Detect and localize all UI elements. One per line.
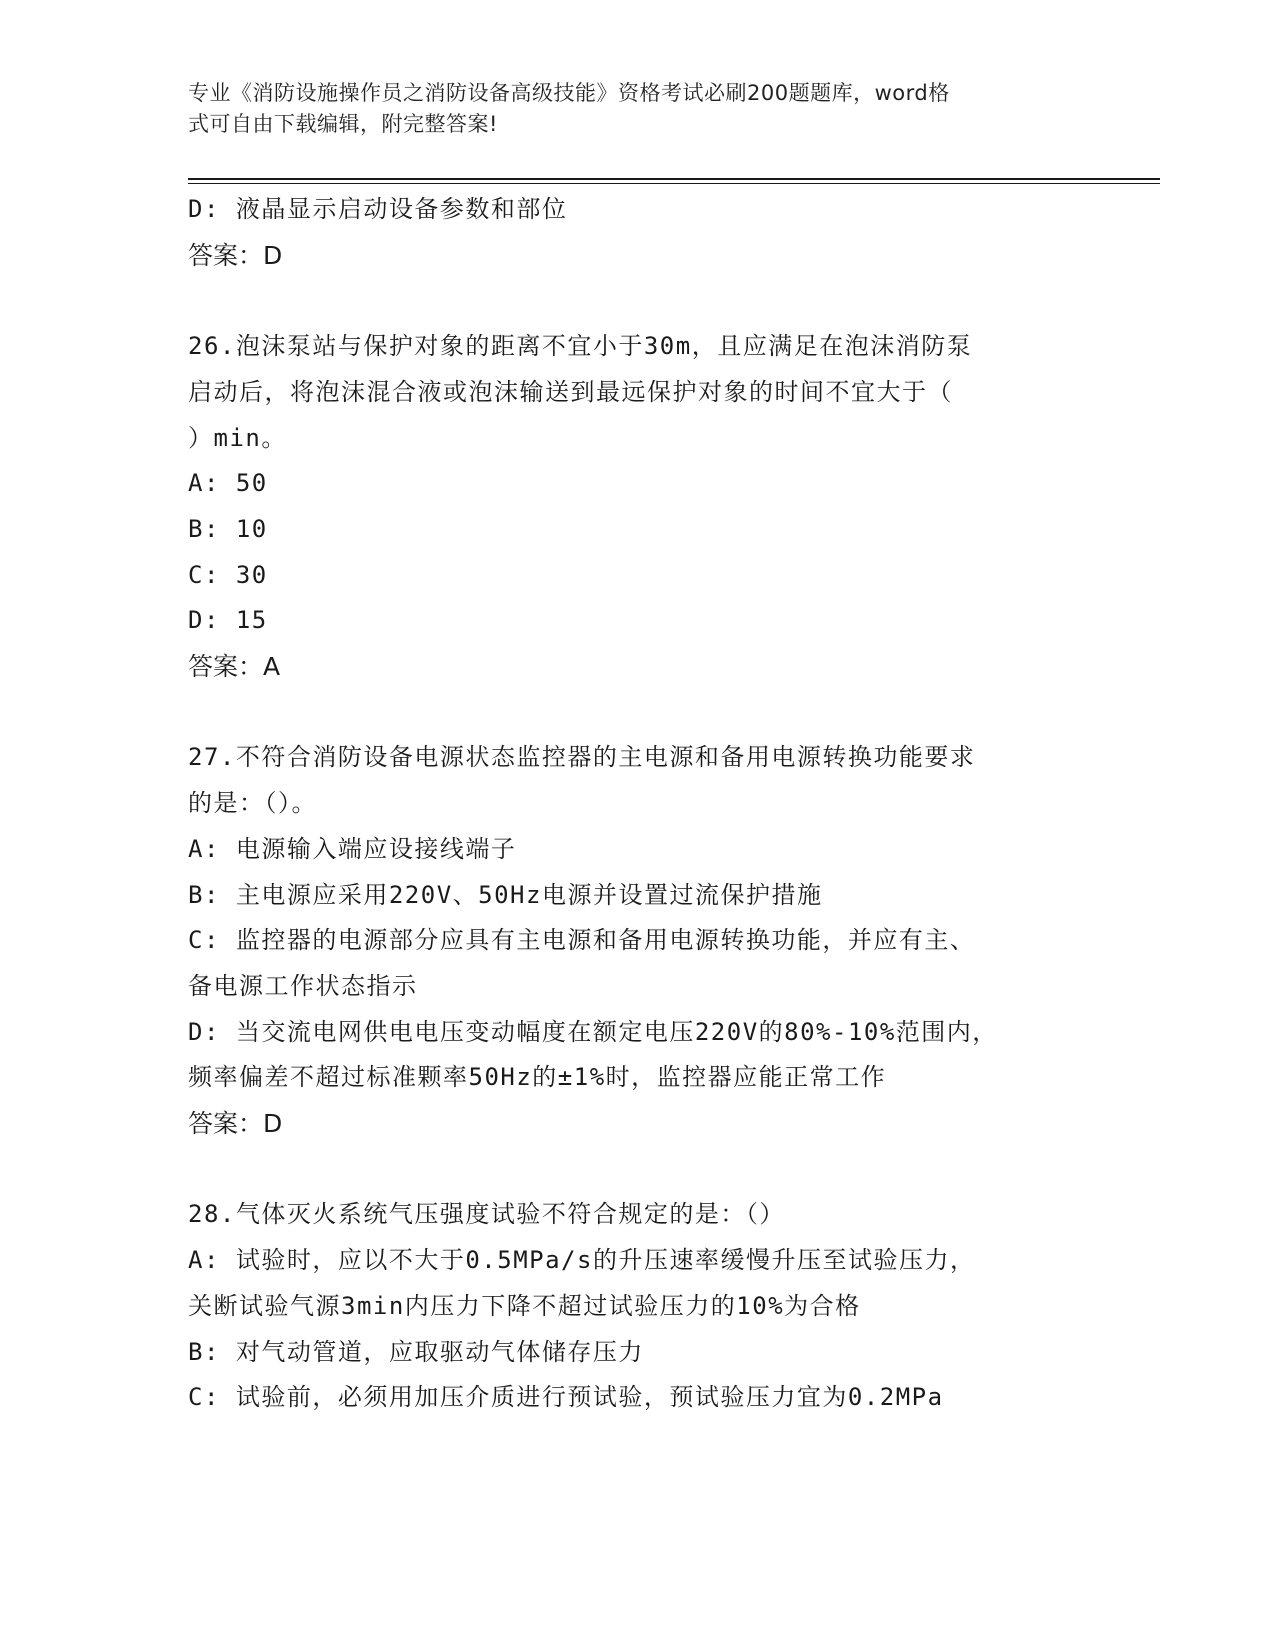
option-c: C: 试验前，必须用加压介质进行预试验，预试验压力宜为0.2MPa (188, 1383, 944, 1412)
header-line-1: 专业《消防设施操作员之消防设备高级技能》资格考试必刷200题题库，word格 (188, 81, 950, 105)
option-d: D: 当交流电网供电电压变动幅度在额定电压220V的80%-10%范围内， (188, 1017, 998, 1046)
question-stem-line: 28.气体灭火系统气压强度试验不符合规定的是：（） (188, 1200, 785, 1229)
option-a: A: 试验时，应以不大于0.5MPa/s的升压速率缓慢升压至试验压力， (188, 1246, 976, 1275)
spacer (188, 690, 1088, 736)
question-28 (188, 1192, 1088, 1421)
question-27 (188, 735, 1088, 1146)
spacer (188, 278, 1088, 324)
question-stem-line: 的是：（）。 (188, 789, 317, 818)
option-c: C: 30 (188, 560, 268, 589)
option-d: D: 液晶显示启动设备参数和部位 (188, 195, 568, 223)
option-a: A: 电源输入端应设接线端子 (188, 834, 517, 863)
header-line-2: 式可自由下载编辑，附完整答案! (188, 112, 498, 136)
option-d-continued: 频率偏差不超过标准颗率50Hz的±1%时，监控器应能正常工作 (188, 1063, 887, 1092)
question-26 (188, 324, 1088, 690)
option-c-continued: 备电源工作状态指示 (188, 971, 418, 1000)
option-c: C: 监控器的电源部分应具有主电源和备用电源转换功能，并应有主、 (188, 926, 976, 955)
question-stem-line: ）min。 (188, 423, 287, 452)
answer-line: 答案：D (188, 240, 283, 270)
option-a-continued: 关断试验气源3min内压力下降不超过试验压力的10%为合格 (188, 1291, 861, 1320)
answer-line: 答案：A (188, 652, 281, 682)
document-header (188, 78, 1078, 140)
option-b: B: 10 (188, 514, 268, 543)
option-d: D: 15 (188, 606, 268, 635)
header-divider-thick (188, 178, 1160, 180)
option-b: B: 主电源应采用220V、50Hz电源并设置过流保护措施 (188, 880, 823, 909)
answer-line: 答案：D (188, 1109, 283, 1139)
question-25-tail (188, 187, 1088, 278)
header-divider-thin (188, 183, 1160, 184)
question-stem-line: 27.不符合消防设备电源状态监控器的主电源和备用电源转换功能要求 (188, 743, 976, 772)
question-list (188, 187, 1088, 1421)
spacer (188, 1147, 1088, 1193)
question-stem-line: 启动后，将泡沫混合液或泡沫输送到最远保护对象的时间不宜大于（ (188, 377, 953, 406)
option-a: A: 50 (188, 469, 268, 498)
question-stem-line: 26.泡沫泵站与保护对象的距离不宜小于30m，且应满足在泡沫消防泵 (188, 332, 973, 361)
option-b: B: 对气动管道，应取驱动气体储存压力 (188, 1337, 644, 1366)
